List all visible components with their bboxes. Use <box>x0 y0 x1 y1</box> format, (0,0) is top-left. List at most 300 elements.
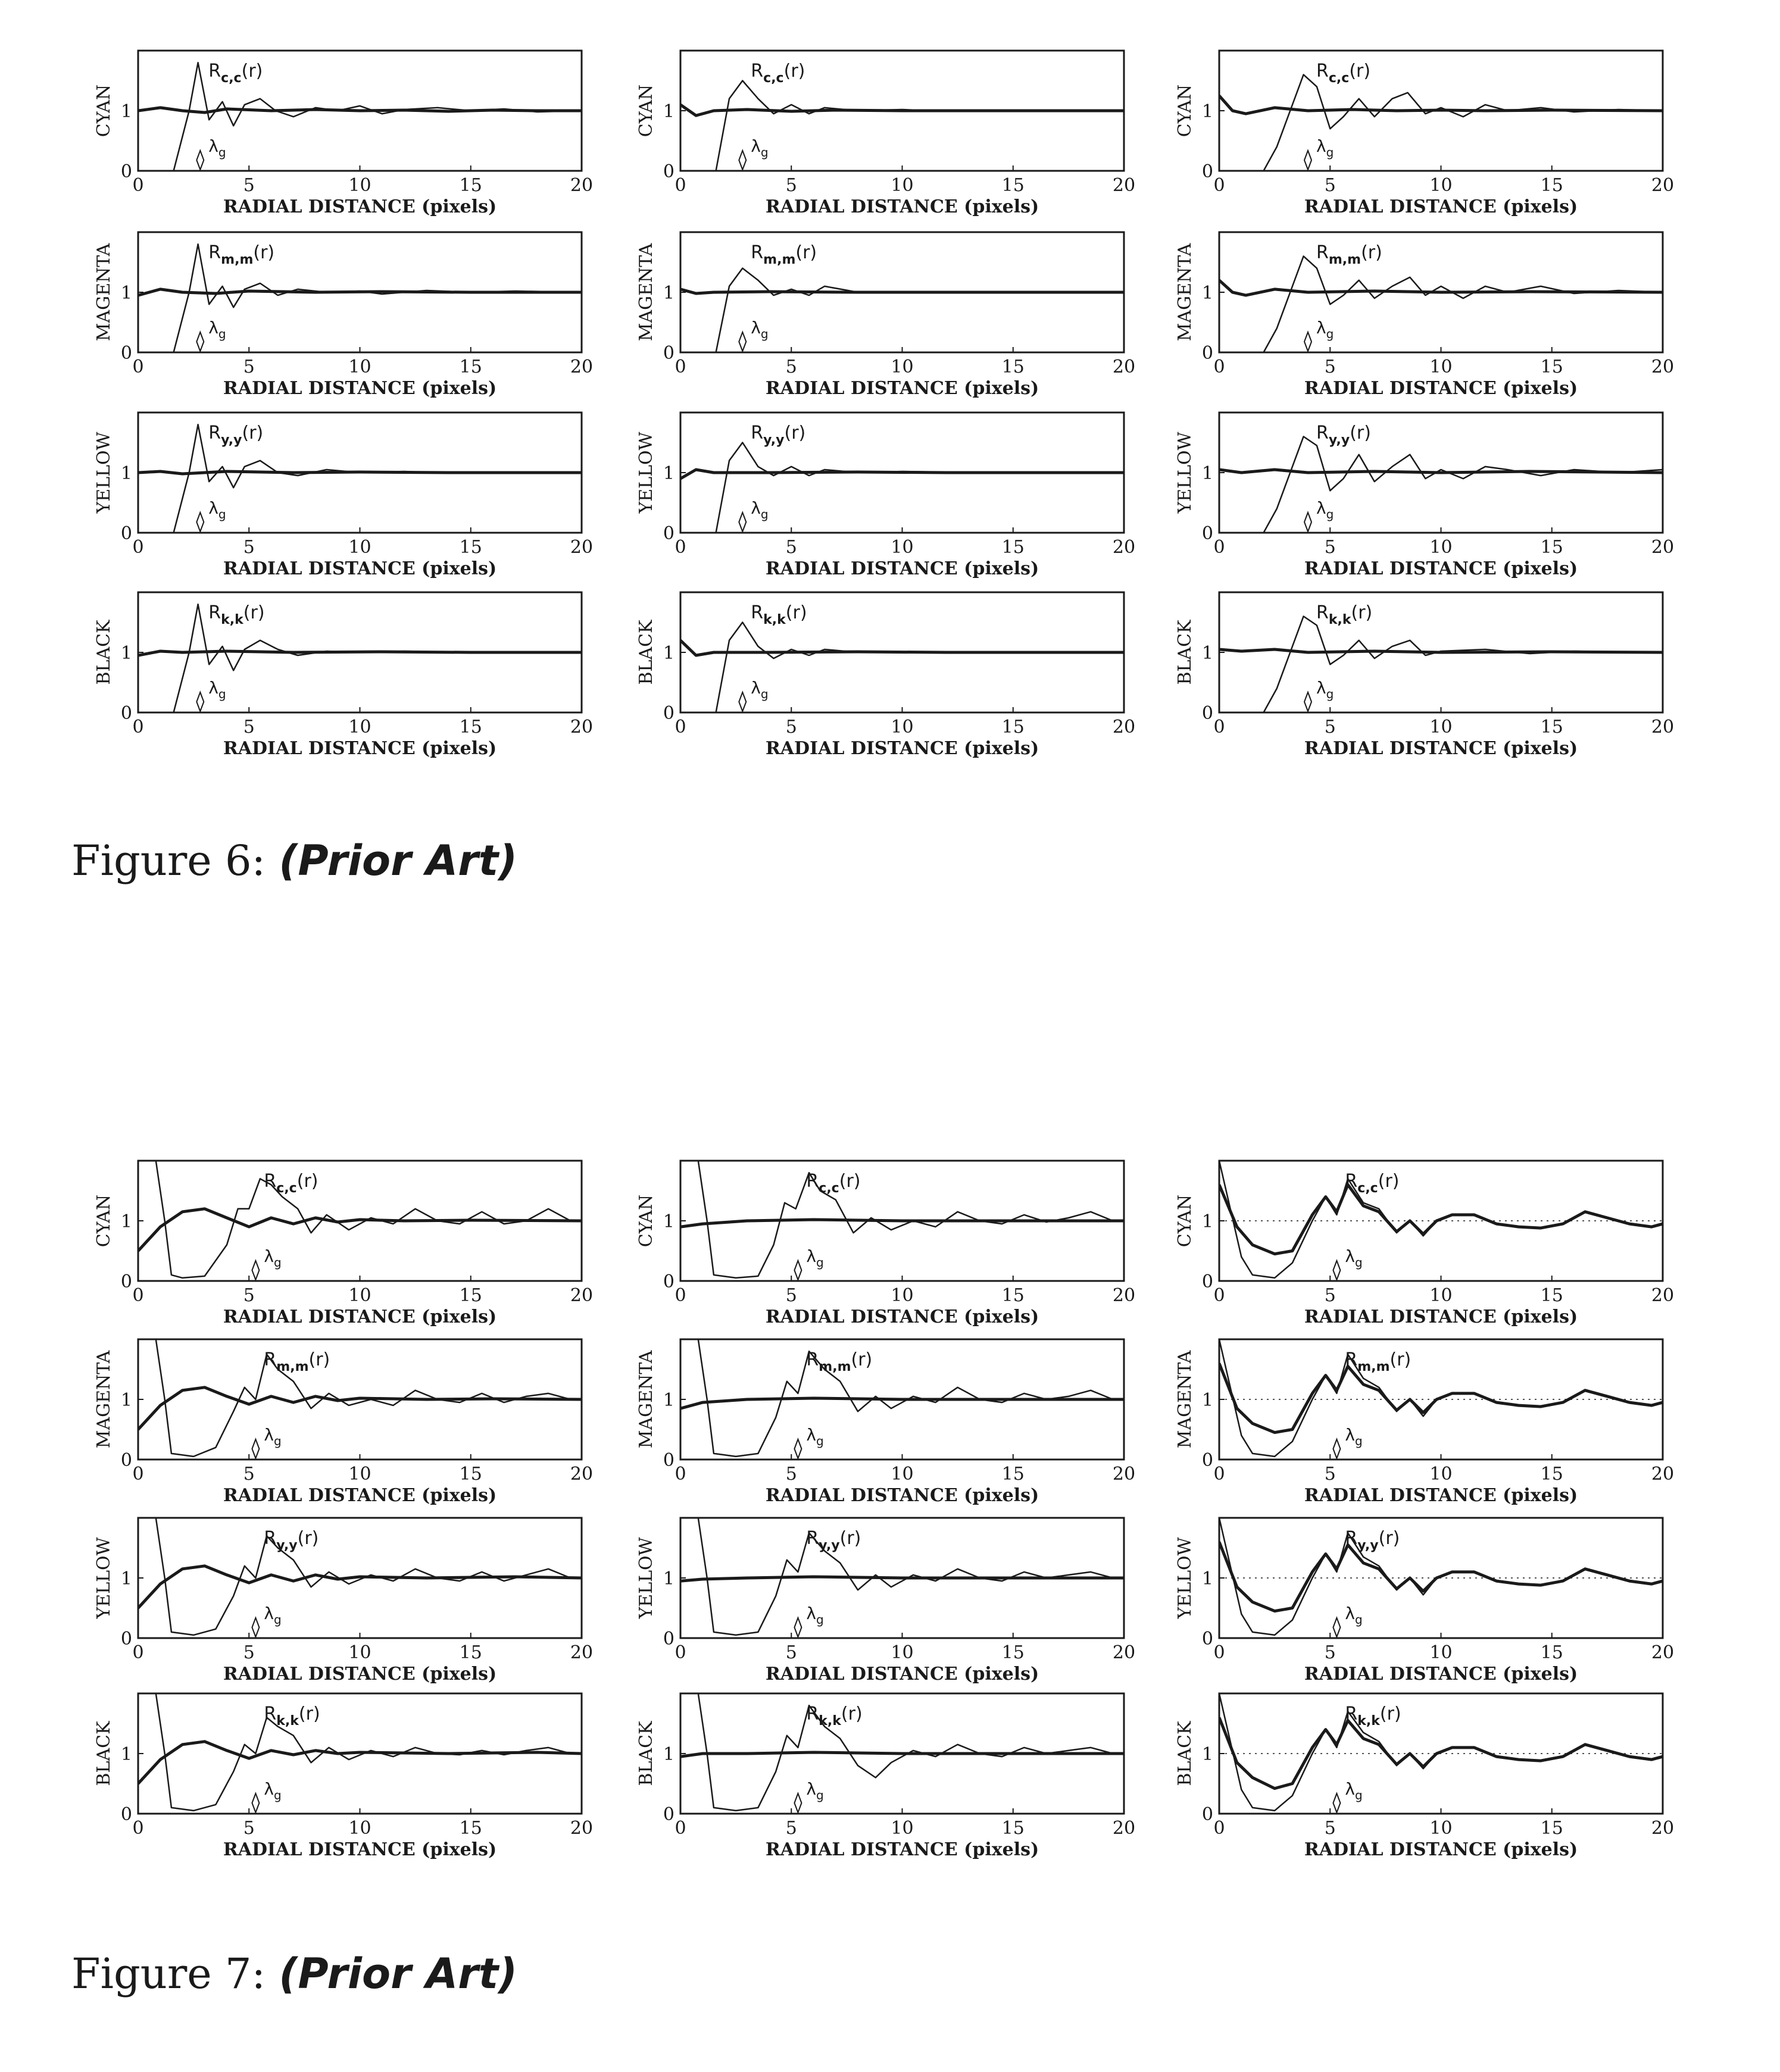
y-tick-label: 1 <box>663 1390 674 1411</box>
x-tick-label: 5 <box>243 717 255 737</box>
curve-group <box>1219 1339 1663 1457</box>
x-tick-label: 0 <box>132 1464 144 1485</box>
curve-group <box>138 1518 582 1635</box>
lambda-g-diamond <box>794 1793 801 1812</box>
x-tick-label: 0 <box>1213 1464 1225 1485</box>
x-tick-label: 5 <box>785 537 797 558</box>
x-tick-label: 0 <box>1213 1818 1225 1839</box>
lambda-g-label: $\lambda_g$ <box>264 1246 282 1270</box>
x-tick-label: 5 <box>243 357 255 377</box>
y-tick-label: 0 <box>120 1804 132 1825</box>
lambda-g-label: $\lambda_g$ <box>1316 498 1334 521</box>
x-tick-label: 5 <box>1324 175 1336 196</box>
lambda-g-diamond <box>739 151 746 170</box>
x-tick-label: 15 <box>1001 1285 1025 1306</box>
y-tick-label: 1 <box>663 101 674 122</box>
x-tick-label: 10 <box>1429 1464 1453 1485</box>
x-tick-label: 15 <box>1540 175 1563 196</box>
y-axis-label: MAGENTA <box>1175 1350 1195 1449</box>
x-axis-label: RADIAL DISTANCE (pixels) <box>1304 558 1578 579</box>
y-axis-label: MAGENTA <box>636 1350 657 1449</box>
panel-6-0-0 <box>93 51 593 217</box>
x-axis-label: RADIAL DISTANCE (pixels) <box>765 1839 1039 1860</box>
curve-label: $R_{y,y}(r)$ <box>1345 1528 1400 1553</box>
x-axis-label: RADIAL DISTANCE (pixels) <box>223 558 497 579</box>
x-tick-label: 0 <box>1213 175 1225 196</box>
y-tick-label: 0 <box>1201 523 1213 544</box>
x-tick-label: 0 <box>674 1285 686 1306</box>
curve-group <box>138 244 582 352</box>
lambda-g-diamond <box>1333 1439 1340 1458</box>
y-axis-label: BLACK <box>636 1721 657 1786</box>
panel-6-1-1 <box>636 232 1135 399</box>
curve-label: $R_{m,m}(r)$ <box>1345 1349 1411 1374</box>
curve-label: $R_{y,y}(r)$ <box>751 423 806 448</box>
x-tick-label: 0 <box>674 537 686 558</box>
x-tick-label: 5 <box>1324 1818 1336 1839</box>
x-tick-label: 0 <box>132 1818 144 1839</box>
x-axis-label: RADIAL DISTANCE (pixels) <box>223 738 497 759</box>
y-axis-label: YELLOW <box>636 432 657 514</box>
x-axis-label: RADIAL DISTANCE (pixels) <box>765 1485 1039 1506</box>
lambda-g-label: $\lambda_g$ <box>1345 1425 1363 1448</box>
lambda-g-label: $\lambda_g$ <box>1345 1779 1363 1802</box>
panel-7-2-1 <box>636 1518 1135 1685</box>
curve-group <box>1219 436 1663 533</box>
curve-label: $R_{k,k}(r)$ <box>1316 602 1373 627</box>
y-tick-label: 0 <box>1201 1629 1213 1649</box>
x-tick-label: 20 <box>570 175 594 196</box>
curve-group <box>680 81 1124 171</box>
lambda-g-diamond <box>794 1439 801 1458</box>
figure-7-label: Figure 7: <box>71 1949 266 1998</box>
x-tick-label: 5 <box>243 175 255 196</box>
x-tick-label: 15 <box>459 1642 482 1663</box>
x-tick-label: 15 <box>1001 1642 1025 1663</box>
x-tick-label: 20 <box>1651 1464 1675 1485</box>
curve-label: $R_{m,m}(r)$ <box>751 242 817 267</box>
y-axis-label: CYAN <box>1175 84 1195 137</box>
y-tick-label: 0 <box>1201 1450 1213 1471</box>
x-tick-label: 20 <box>1112 1642 1136 1663</box>
curve-group <box>1219 1693 1663 1811</box>
x-tick-label: 20 <box>1651 537 1675 558</box>
x-tick-label: 5 <box>243 1818 255 1839</box>
lambda-g-diamond <box>252 1793 259 1812</box>
autocorrelation-curve <box>1264 436 1663 533</box>
y-tick-label: 0 <box>1201 161 1213 182</box>
panel-7-3-0 <box>93 1693 593 1860</box>
x-axis-label: RADIAL DISTANCE (pixels) <box>765 1307 1039 1327</box>
x-tick-label: 20 <box>1651 1285 1675 1306</box>
x-tick-label: 0 <box>132 1642 144 1663</box>
curve-label: $R_{c,c}(r)$ <box>1345 1171 1400 1196</box>
lambda-g-diamond <box>794 1618 801 1637</box>
panel-7-0-1 <box>636 1161 1135 1327</box>
x-tick-label: 0 <box>1213 1285 1225 1306</box>
curve-group <box>138 1161 582 1278</box>
lambda-g-label: $\lambda_g$ <box>806 1604 824 1627</box>
autocorrelation-curve <box>1219 1339 1663 1457</box>
curve-group <box>1219 616 1663 712</box>
x-tick-label: 10 <box>1429 537 1453 558</box>
x-tick-label: 20 <box>1651 1642 1675 1663</box>
y-tick-label: 1 <box>1201 1390 1213 1411</box>
lambda-g-diamond <box>739 512 746 532</box>
y-tick-label: 0 <box>663 523 674 544</box>
curve-group <box>680 268 1124 352</box>
x-tick-label: 20 <box>570 1464 594 1485</box>
x-tick-label: 5 <box>1324 717 1336 737</box>
y-tick-label: 1 <box>120 101 132 122</box>
component-curve <box>680 1398 1124 1408</box>
x-tick-label: 15 <box>459 357 482 377</box>
x-tick-label: 15 <box>1001 1818 1025 1839</box>
panel-6-2-0 <box>93 412 593 579</box>
panel-7-0-2 <box>1175 1161 1674 1327</box>
autocorrelation-curve <box>716 81 1124 171</box>
y-tick-label: 0 <box>1201 1271 1213 1292</box>
x-axis-label: RADIAL DISTANCE (pixels) <box>1304 378 1578 399</box>
lambda-g-diamond <box>196 332 204 351</box>
y-axis-label: MAGENTA <box>93 1350 114 1449</box>
x-tick-label: 10 <box>891 1642 914 1663</box>
panel-6-0-1 <box>636 51 1135 217</box>
x-tick-label: 15 <box>1001 1464 1025 1485</box>
x-tick-label: 5 <box>1324 537 1336 558</box>
x-tick-label: 5 <box>785 717 797 737</box>
x-tick-label: 5 <box>1324 1464 1336 1485</box>
curve-label: $R_{y,y}(r)$ <box>208 423 264 448</box>
figure-6-note: (Prior Art) <box>279 836 518 885</box>
y-tick-label: 1 <box>120 1211 132 1232</box>
x-axis-label: RADIAL DISTANCE (pixels) <box>223 1485 497 1506</box>
y-tick-label: 1 <box>120 1744 132 1765</box>
lambda-g-label: $\lambda_g$ <box>264 1425 282 1448</box>
y-axis-label: CYAN <box>1175 1194 1195 1248</box>
x-tick-label: 20 <box>1112 717 1136 737</box>
x-tick-label: 20 <box>570 1642 594 1663</box>
x-tick-label: 0 <box>674 175 686 196</box>
x-tick-label: 15 <box>1540 1285 1563 1306</box>
curve-label: $R_{y,y}(r)$ <box>1316 423 1371 448</box>
y-axis-label: BLACK <box>636 620 657 685</box>
curve-label: $R_{m,m}(r)$ <box>1316 242 1382 267</box>
y-axis-label: YELLOW <box>636 1537 657 1619</box>
y-tick-label: 1 <box>1201 101 1213 122</box>
curve-group <box>680 1693 1124 1811</box>
autocorrelation-curve <box>716 443 1124 533</box>
x-axis-label: RADIAL DISTANCE (pixels) <box>1304 1839 1578 1860</box>
y-axis-label: CYAN <box>636 1194 657 1248</box>
panel-6-3-2 <box>1175 592 1674 759</box>
lambda-g-label: $\lambda_g$ <box>1316 136 1334 160</box>
x-tick-label: 10 <box>1429 717 1453 737</box>
autocorrelation-curve <box>716 268 1124 352</box>
y-tick-label: 0 <box>120 703 132 724</box>
y-tick-label: 0 <box>663 1629 674 1649</box>
curve-label: $R_{y,y}(r)$ <box>264 1528 319 1553</box>
x-tick-label: 5 <box>243 1464 255 1485</box>
y-axis-label: MAGENTA <box>1175 243 1195 342</box>
lambda-g-diamond <box>252 1261 259 1280</box>
x-tick-label: 20 <box>570 357 594 377</box>
lambda-g-diamond <box>1304 332 1311 351</box>
curve-label: $R_{c,c}(r)$ <box>806 1171 861 1196</box>
y-tick-label: 1 <box>1201 283 1213 304</box>
panel-7-3-2 <box>1175 1693 1674 1860</box>
x-tick-label: 10 <box>891 1285 914 1306</box>
y-axis-label: MAGENTA <box>636 243 657 342</box>
autocorrelation-curve <box>1264 256 1663 352</box>
x-tick-label: 20 <box>570 717 594 737</box>
x-tick-label: 0 <box>674 1642 686 1663</box>
y-tick-label: 0 <box>120 161 132 182</box>
figure-7-caption <box>71 1949 517 1998</box>
x-axis-label: RADIAL DISTANCE (pixels) <box>1304 1307 1578 1327</box>
x-tick-label: 5 <box>243 537 255 558</box>
x-tick-label: 10 <box>348 1818 371 1839</box>
panel-6-2-2 <box>1175 412 1674 579</box>
x-tick-label: 10 <box>891 175 914 196</box>
curve-group <box>138 424 582 533</box>
curve-group <box>138 604 582 712</box>
y-tick-label: 1 <box>1201 1211 1213 1232</box>
panel-6-2-1 <box>636 412 1135 579</box>
y-tick-label: 1 <box>663 1744 674 1765</box>
curve-group <box>138 1693 582 1811</box>
y-tick-label: 1 <box>1201 463 1213 484</box>
autocorrelation-curve <box>1219 1518 1663 1635</box>
x-axis-label: RADIAL DISTANCE (pixels) <box>1304 1485 1578 1506</box>
x-tick-label: 5 <box>785 357 797 377</box>
curve-group <box>680 1518 1124 1635</box>
curve-label: $R_{m,m}(r)$ <box>264 1349 330 1374</box>
y-tick-label: 1 <box>663 463 674 484</box>
autocorrelation-curve <box>716 623 1124 713</box>
x-axis-label: RADIAL DISTANCE (pixels) <box>223 196 497 217</box>
lambda-g-label: $\lambda_g$ <box>751 136 769 160</box>
curve-group <box>680 1339 1124 1457</box>
x-tick-label: 10 <box>348 1464 371 1485</box>
component-curve <box>1219 280 1663 295</box>
lambda-g-diamond <box>1333 1793 1340 1812</box>
x-tick-label: 10 <box>348 537 371 558</box>
y-tick-label: 1 <box>120 643 132 664</box>
x-tick-label: 10 <box>1429 1285 1453 1306</box>
x-tick-label: 10 <box>891 717 914 737</box>
figure-6-caption <box>71 836 517 885</box>
y-axis-label: BLACK <box>93 620 114 685</box>
x-tick-label: 15 <box>459 1464 482 1485</box>
lambda-g-label: $\lambda_g$ <box>264 1779 282 1802</box>
x-tick-label: 10 <box>891 537 914 558</box>
y-tick-label: 0 <box>120 1629 132 1649</box>
component-curve <box>138 1387 582 1430</box>
curve-label: $R_{m,m}(r)$ <box>806 1349 873 1374</box>
x-axis-label: RADIAL DISTANCE (pixels) <box>765 1664 1039 1685</box>
x-axis-label: RADIAL DISTANCE (pixels) <box>223 1307 497 1327</box>
curve-label: $R_{y,y}(r)$ <box>806 1528 861 1553</box>
curve-label: $R_{k,k}(r)$ <box>751 602 807 627</box>
x-tick-label: 15 <box>459 537 482 558</box>
x-axis-label: RADIAL DISTANCE (pixels) <box>1304 1664 1578 1685</box>
x-tick-label: 20 <box>1112 1285 1136 1306</box>
curve-group <box>138 62 582 171</box>
x-tick-label: 5 <box>243 1642 255 1663</box>
x-tick-label: 15 <box>1540 357 1563 377</box>
y-tick-label: 0 <box>663 161 674 182</box>
x-tick-label: 20 <box>1112 1818 1136 1839</box>
x-tick-label: 0 <box>132 537 144 558</box>
y-tick-label: 1 <box>1201 643 1213 664</box>
curve-group <box>1219 1161 1663 1278</box>
curve-group <box>1219 256 1663 352</box>
y-tick-label: 1 <box>1201 1568 1213 1589</box>
x-tick-label: 20 <box>1112 1464 1136 1485</box>
lambda-g-diamond <box>196 512 204 532</box>
curve-label: $R_{c,c}(r)$ <box>264 1171 318 1196</box>
lambda-g-label: $\lambda_g$ <box>1316 318 1334 341</box>
x-tick-label: 0 <box>674 1464 686 1485</box>
y-tick-label: 1 <box>1201 1744 1213 1765</box>
panel-6-0-2 <box>1175 51 1674 217</box>
lambda-g-label: $\lambda_g$ <box>1345 1246 1363 1270</box>
y-tick-label: 0 <box>1201 703 1213 724</box>
panel-7-1-1 <box>636 1339 1135 1506</box>
y-axis-label: YELLOW <box>93 1537 114 1619</box>
x-tick-label: 10 <box>891 1818 914 1839</box>
panel-7-1-0 <box>93 1339 593 1506</box>
x-tick-label: 10 <box>348 1642 371 1663</box>
y-tick-label: 0 <box>120 523 132 544</box>
lambda-g-label: $\lambda_g$ <box>208 498 226 521</box>
autocorrelation-curve <box>1264 616 1663 712</box>
lambda-g-diamond <box>739 332 746 351</box>
curve-group <box>680 623 1124 713</box>
x-tick-label: 20 <box>570 1285 594 1306</box>
x-axis-label: RADIAL DISTANCE (pixels) <box>765 196 1039 217</box>
x-tick-label: 0 <box>1213 537 1225 558</box>
lambda-g-diamond <box>196 151 204 170</box>
x-axis-label: RADIAL DISTANCE (pixels) <box>223 1839 497 1860</box>
x-tick-label: 5 <box>1324 1642 1336 1663</box>
x-tick-label: 5 <box>785 1818 797 1839</box>
lambda-g-label: $\lambda_g$ <box>751 678 769 701</box>
x-tick-label: 15 <box>1001 717 1025 737</box>
y-tick-label: 1 <box>120 1390 132 1411</box>
x-tick-label: 20 <box>570 537 594 558</box>
lambda-g-diamond <box>1304 512 1311 532</box>
lambda-g-label: $\lambda_g$ <box>208 678 226 701</box>
panel-7-3-1 <box>636 1693 1135 1860</box>
curve-label: $R_{c,c}(r)$ <box>751 61 805 86</box>
x-tick-label: 15 <box>1540 1464 1563 1485</box>
curve-label: $R_{c,c}(r)$ <box>1316 61 1371 86</box>
y-tick-label: 1 <box>663 1211 674 1232</box>
x-axis-label: RADIAL DISTANCE (pixels) <box>1304 738 1578 759</box>
x-tick-label: 20 <box>1651 717 1675 737</box>
x-axis-label: RADIAL DISTANCE (pixels) <box>765 558 1039 579</box>
x-tick-label: 10 <box>1429 1642 1453 1663</box>
y-tick-label: 0 <box>663 1804 674 1825</box>
x-tick-label: 15 <box>459 717 482 737</box>
x-tick-label: 10 <box>1429 1818 1453 1839</box>
component-curve <box>138 1566 582 1608</box>
y-axis-label: CYAN <box>93 84 114 137</box>
x-tick-label: 0 <box>674 717 686 737</box>
x-tick-label: 15 <box>1540 537 1563 558</box>
curve-label: $R_{k,k}(r)$ <box>1345 1704 1401 1729</box>
x-tick-label: 15 <box>459 1818 482 1839</box>
curve-group <box>138 1339 582 1457</box>
x-tick-label: 5 <box>785 175 797 196</box>
x-tick-label: 20 <box>1651 175 1675 196</box>
x-tick-label: 0 <box>1213 717 1225 737</box>
x-tick-label: 0 <box>132 357 144 377</box>
x-tick-label: 0 <box>674 1818 686 1839</box>
lambda-g-diamond <box>1304 151 1311 170</box>
x-tick-label: 20 <box>1651 1818 1675 1839</box>
x-tick-label: 20 <box>1651 357 1675 377</box>
figure-7-note: (Prior Art) <box>279 1949 518 1998</box>
x-axis-label: RADIAL DISTANCE (pixels) <box>1304 196 1578 217</box>
y-tick-label: 0 <box>120 1450 132 1471</box>
y-tick-label: 0 <box>663 703 674 724</box>
autocorrelation-curve <box>1219 1161 1663 1278</box>
x-tick-label: 10 <box>891 1464 914 1485</box>
curve-label: $R_{m,m}(r)$ <box>208 242 275 267</box>
lambda-g-diamond <box>794 1261 801 1280</box>
lambda-g-label: $\lambda_g$ <box>264 1604 282 1627</box>
x-tick-label: 20 <box>1112 175 1136 196</box>
y-axis-label: YELLOW <box>1175 432 1195 514</box>
x-tick-label: 5 <box>1324 1285 1336 1306</box>
x-tick-label: 10 <box>348 1285 371 1306</box>
y-tick-label: 1 <box>663 283 674 304</box>
lambda-g-diamond <box>1333 1261 1340 1280</box>
y-tick-label: 0 <box>120 1271 132 1292</box>
x-tick-label: 10 <box>1429 175 1453 196</box>
lambda-g-label: $\lambda_g$ <box>751 498 769 521</box>
panel-6-3-1 <box>636 592 1135 759</box>
x-tick-label: 5 <box>785 1464 797 1485</box>
lambda-g-label: $\lambda_g$ <box>208 318 226 341</box>
figure-6-label: Figure 6: <box>71 836 266 885</box>
panel-7-0-0 <box>93 1161 593 1327</box>
x-tick-label: 0 <box>132 175 144 196</box>
x-tick-label: 10 <box>1429 357 1453 377</box>
lambda-g-diamond <box>739 692 746 711</box>
x-tick-label: 20 <box>1112 537 1136 558</box>
x-tick-label: 5 <box>785 1285 797 1306</box>
component-curve <box>138 1209 582 1251</box>
panel-6-1-2 <box>1175 232 1674 399</box>
y-tick-label: 0 <box>120 343 132 364</box>
component-curve <box>138 289 582 295</box>
x-tick-label: 0 <box>1213 1642 1225 1663</box>
lambda-g-label: $\lambda_g$ <box>806 1779 824 1802</box>
y-tick-label: 0 <box>663 343 674 364</box>
curve-label: $R_{k,k}(r)$ <box>264 1704 320 1729</box>
y-axis-label: YELLOW <box>1175 1537 1195 1619</box>
lambda-g-label: $\lambda_g$ <box>1345 1604 1363 1627</box>
x-tick-label: 5 <box>785 1642 797 1663</box>
lambda-g-diamond <box>1333 1618 1340 1637</box>
curve-group <box>1219 74 1663 171</box>
lambda-g-label: $\lambda_g$ <box>1316 678 1334 701</box>
lambda-g-diamond <box>1304 692 1311 711</box>
